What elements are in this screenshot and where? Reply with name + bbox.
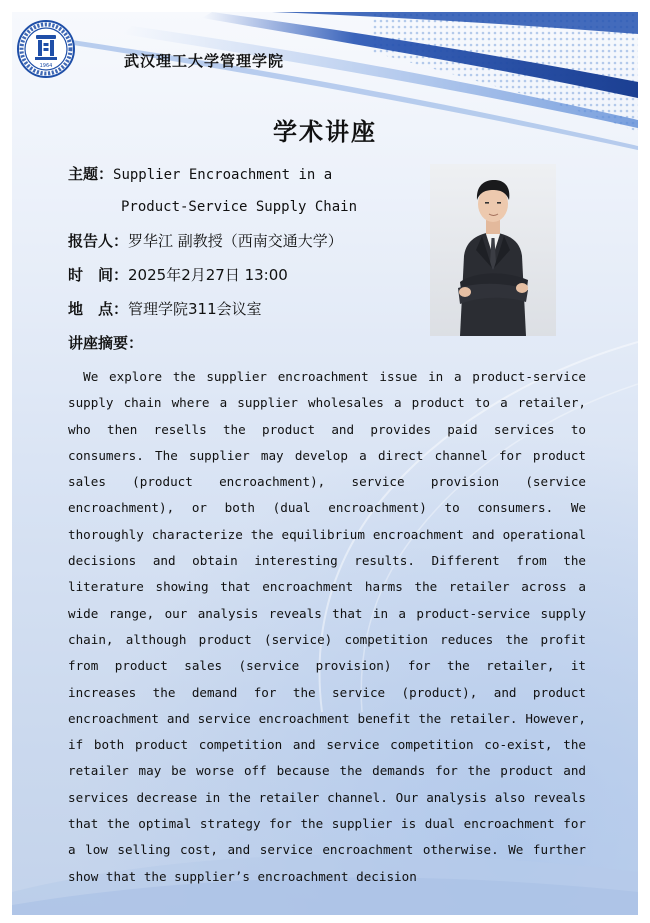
time-label: 时 间： bbox=[68, 266, 129, 284]
topic-line-1: Supplier Encroachment in a bbox=[113, 167, 333, 183]
school-name: 武汉理工大学管理学院 bbox=[124, 52, 285, 70]
speaker-row bbox=[68, 230, 343, 251]
topic-line-2: Product-Service Supply Chain bbox=[121, 199, 358, 215]
abstract-label: 讲座摘要： bbox=[68, 334, 144, 352]
university-seal-icon bbox=[16, 19, 76, 79]
location-label: 地 点： bbox=[68, 300, 129, 318]
speaker-label: 报告人： bbox=[68, 232, 129, 250]
speaker-photo bbox=[430, 164, 556, 336]
topic-label: 主题： bbox=[68, 165, 114, 183]
speaker-value: 罗华江 副教授（西南交通大学） bbox=[128, 232, 343, 250]
time-value: 2025年2月27日 13:00 bbox=[128, 266, 288, 284]
abstract-label-row bbox=[68, 332, 143, 353]
lecture-poster bbox=[12, 12, 638, 915]
logo-year: 1964 bbox=[39, 63, 53, 69]
location-value: 管理学院311会议室 bbox=[128, 300, 262, 318]
location-row bbox=[68, 298, 262, 319]
topic-row-2 bbox=[121, 197, 357, 215]
abstract-text: We explore the supplier encroachment issue in a product-service supply chain where a supplier wholesales a product to a retailer, who then resells the product and provides paid services to consumers. The supplier may develop a direct channel for product sales (product encroachment), service provision (service encroachment), or both (dual encroachment) to consumers. We thoroughly characterize the equilibrium encroachment and operational decisions and obtain interesting results. Different from the literature showing that encroachment harms the retailer across a wide range, our analysis reveals that in a product-service supply chain, although product (service) competition reduces the profit from product sales (service provision) for the retailer, it increases the demand for the service (product), and product encroachment and service encroachment benefit the retailer. However, if both product competition and service competition co-exist, the retailer may be worse off because the demands for the product and services decrease in the retailer channel. Our analysis also reveals that the optimal strategy for the supplier is dual encroachment for a low selling cost, and service encroachment otherwise. We further show that the supplier’s encroachment decision bbox=[68, 369, 586, 884]
topic-row bbox=[68, 163, 332, 184]
page-title: 学术讲座 bbox=[273, 118, 377, 146]
time-row bbox=[68, 264, 288, 285]
